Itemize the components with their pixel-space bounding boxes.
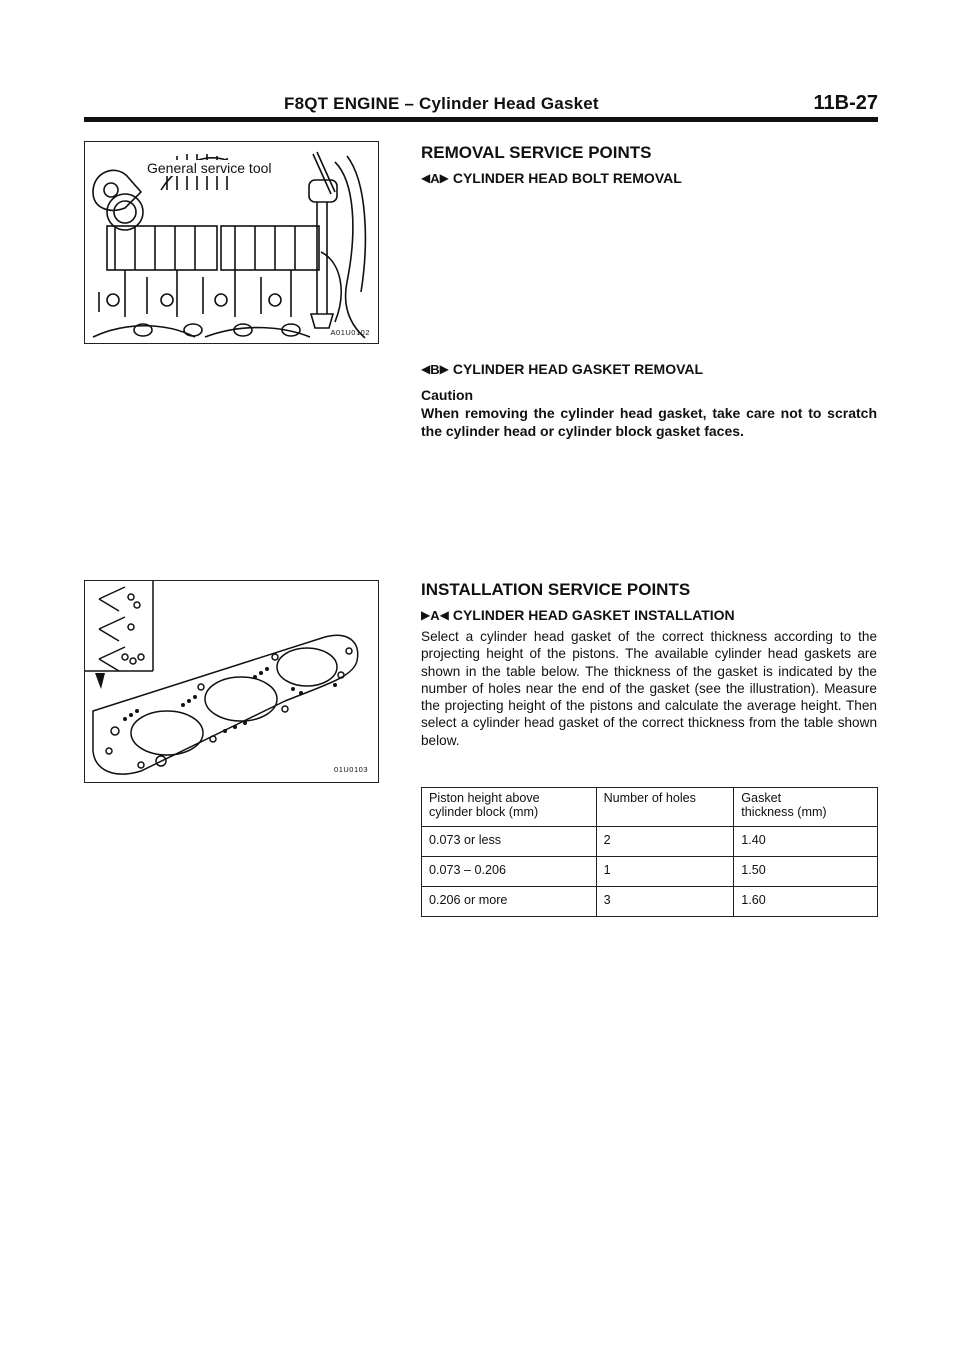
page-header [84, 88, 878, 118]
triangle-right-icon: ▶ [439, 362, 449, 376]
table-row [422, 857, 878, 887]
header-line: cylinder block (mm) [429, 805, 539, 819]
removal-item-a-title: CYLINDER HEAD BOLT REMOVAL [452, 170, 682, 186]
table-cell: 3 [596, 887, 734, 917]
marker-a [421, 171, 449, 186]
installation-item-a [421, 607, 735, 623]
callout-general-service-tool: General service tool [143, 160, 276, 176]
marker-b [421, 362, 449, 377]
triangle-right-icon: ▶ [439, 171, 449, 185]
table-header-cell [734, 788, 878, 827]
table-cell: 1.50 [734, 857, 878, 887]
removal-heading: REMOVAL SERVICE POINTS [421, 143, 652, 162]
header-line: Number of holes [603, 791, 696, 805]
header-line: Gasket [741, 791, 782, 805]
removal-item-b [421, 361, 703, 377]
table-cell: 2 [596, 827, 734, 857]
triangle-left-icon: ◀ [439, 608, 449, 622]
table-cell: 0.206 or more [422, 887, 597, 917]
marker-letter: A [430, 607, 440, 623]
table-header-cell [596, 788, 734, 827]
gasket-illustration [85, 581, 378, 782]
marker-letter: B [430, 361, 440, 377]
triangle-left-icon: ◀ [421, 171, 431, 185]
header-line: Piston height above [429, 791, 540, 805]
table-cell: 1.60 [734, 887, 878, 917]
table-header-cell [422, 788, 597, 827]
figure-id: 01U0103 [334, 765, 368, 774]
marker-a [421, 608, 449, 623]
removal-item-b-title: CYLINDER HEAD GASKET REMOVAL [452, 361, 704, 377]
table-cell: 0.073 or less [422, 827, 597, 857]
installation-body: Select a cylinder head gasket of the correct thickness according to the projecting height of the pistons. The available cylinder head gaskets are shown in the table below. The thickness of the gasket is indicated by the number of holes near the end of the gasket (see the illustration). Measure the projecting height of the pistons and calculate the average height. Then select a cylinder head gasket of the correct thickness from the table shown below. [421, 629, 877, 748]
table-row [422, 827, 878, 857]
installation-heading: INSTALLATION SERVICE POINTS [421, 580, 691, 599]
table-row [422, 887, 878, 917]
header-line: thickness (mm) [741, 805, 827, 819]
table-cell: 0.073 – 0.206 [422, 857, 597, 887]
triangle-right-icon: ▶ [421, 608, 431, 622]
table-header-row [422, 788, 878, 827]
header-title: F8QT ENGINE – Cylinder Head Gasket [284, 94, 599, 113]
caution-text: When removing the cylinder head gasket, take care not to scratch the cylinder head or cylinder block gasket faces. [421, 405, 877, 439]
figure-cylinder-head-bolts [84, 141, 379, 344]
page-number: 11B-27 [813, 92, 878, 114]
marker-letter: A [430, 170, 440, 186]
table-cell: 1 [596, 857, 734, 887]
figure-id: A01U0102 [330, 328, 370, 337]
caution-label: Caution [421, 387, 474, 403]
gasket-selection-table [421, 787, 878, 917]
figure-head-gasket [84, 580, 379, 783]
triangle-left-icon: ◀ [421, 362, 431, 376]
installation-item-a-title: CYLINDER HEAD GASKET INSTALLATION [452, 607, 735, 623]
removal-item-a [421, 170, 682, 186]
table-cell: 1.40 [734, 827, 878, 857]
header-rule [84, 117, 878, 122]
